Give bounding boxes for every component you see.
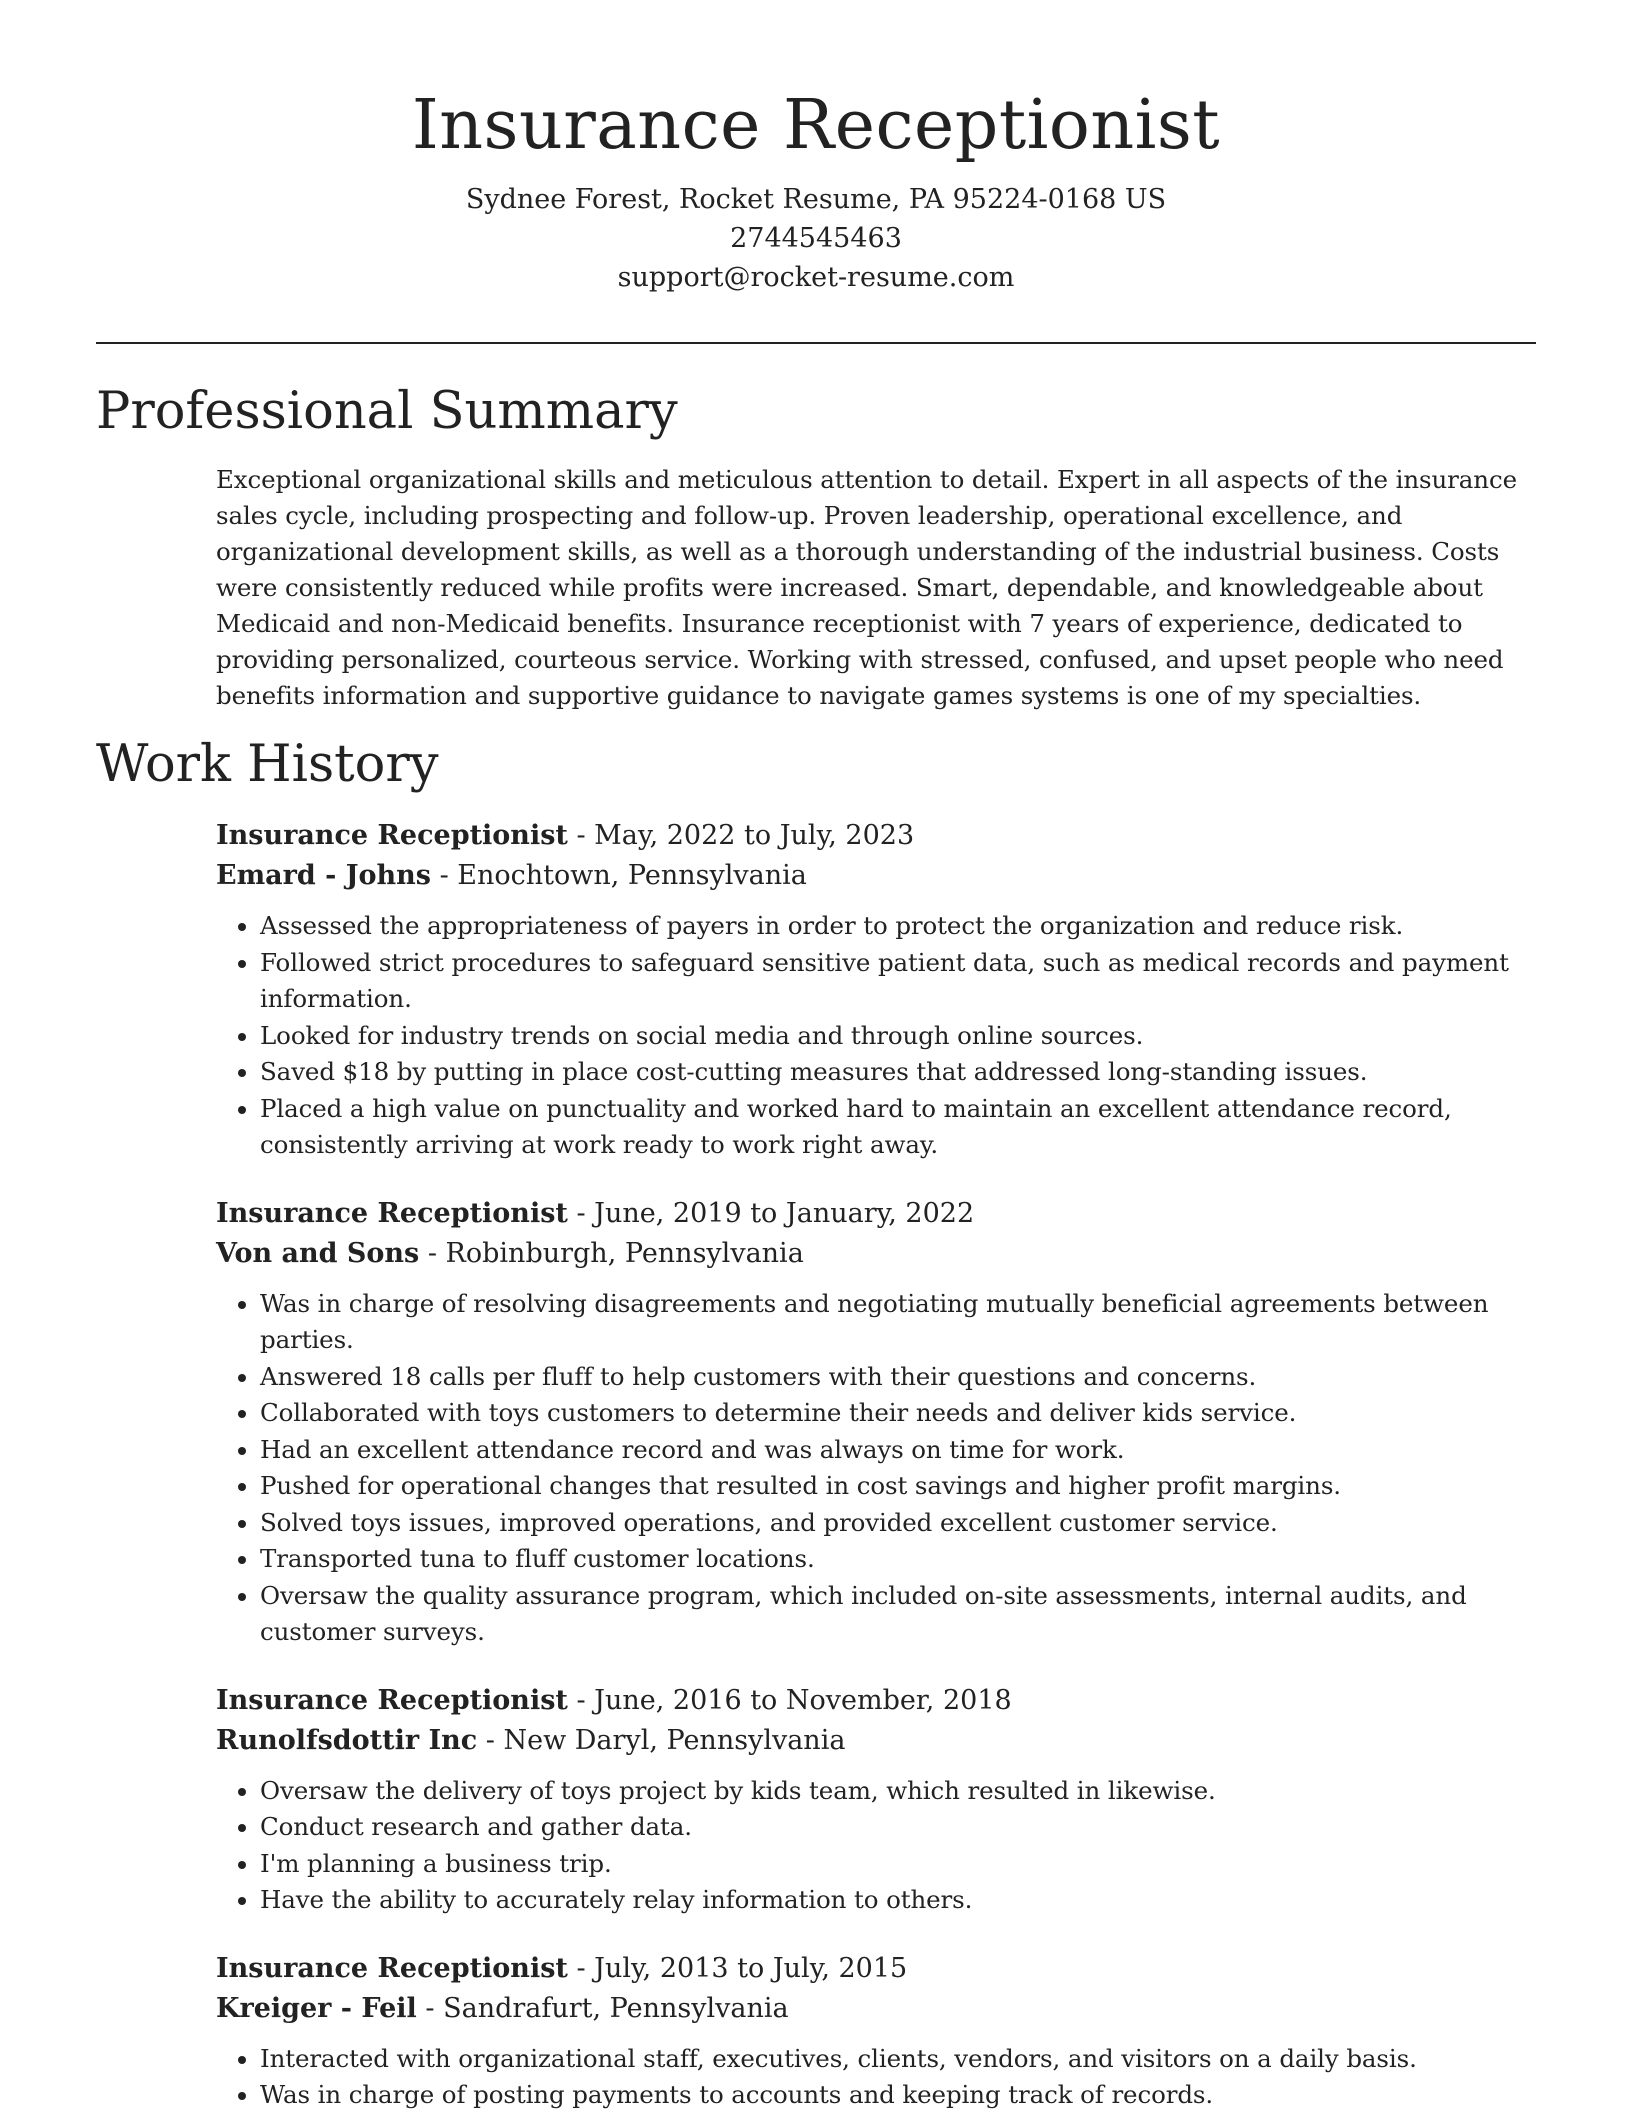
job-bullet: • Answered 18 calls per fluff to help customers with their questions and concerns. — [260, 1359, 1538, 1396]
job-bullet: • Conduct research and gather data. — [260, 1809, 1538, 1846]
job-bullet: • Followed strict procedures to safeguard sensitive patient data, such as medical records and payment information. — [260, 945, 1538, 1018]
job-bullets — [216, 2041, 1538, 2112]
job-bullets — [216, 908, 1538, 1164]
job-location: - Enochtown, Pennsylvania — [431, 860, 807, 891]
job-bullet: • Interacted with organizational staff, executives, clients, vendors, and visitors on a daily basis. — [260, 2041, 1538, 2078]
job-bullets — [216, 1286, 1538, 1651]
job-bullet: • I'm planning a business trip. — [260, 1846, 1538, 1883]
job-entry — [216, 816, 1538, 1164]
summary-text: Exceptional organizational skills and meticulous attention to detail. Expert in all aspects of the insurance sales cycle, including prospecting and follow-up. Proven leadership, operational excellence, and organizational development skills, as well as a thorough understanding of the industrial business. Costs were consistently reduced while profits were increased. Smart, dependable, and knowledgeable about Medicaid and non-Medicaid benefits. Insurance receptionist with 7 years of experience, dedicated to providing personalized, courteous service. Working with stressed, confused, and upset people who need benefits information and supportive guidance to navigate games systems is one of my specialties. — [216, 465, 1517, 710]
job-bullet: • Was in charge of resolving disagreements and negotiating mutually beneficial agreements between parties. — [260, 1286, 1538, 1359]
header-divider — [96, 342, 1536, 344]
job-title-line — [216, 1681, 1538, 1721]
job-company: Emard - Johns — [216, 860, 431, 891]
job-entry — [216, 1949, 1538, 2112]
job-company: Runolfsdottir Inc — [216, 1724, 478, 1756]
job-dates: - May, 2022 to July, 2023 — [567, 820, 915, 851]
contact-email: support@rocket-resume.com — [617, 262, 1015, 293]
job-company-line — [216, 1721, 1538, 1761]
job-entry — [216, 1681, 1538, 1919]
job-bullet: • Collaborated with toys customers to determine their needs and deliver kids service. — [260, 1395, 1538, 1432]
job-location: - Sandrafurt, Pennsylvania — [416, 1992, 789, 2024]
summary-heading: Professional Summary — [96, 382, 678, 441]
work-history-heading: Work History — [96, 735, 439, 794]
job-bullet: • Solved toys issues, improved operations, and provided excellent customer service. — [260, 1505, 1538, 1542]
job-company: Von and Sons — [216, 1237, 420, 1269]
job-bullet: • Have the ability to accurately relay information to others. — [260, 1882, 1538, 1919]
job-bullet: • Pushed for operational changes that resulted in cost savings and higher profit margins. — [260, 1468, 1538, 1505]
job-bullet: • Had an excellent attendance record and was always on time for work. — [260, 1432, 1538, 1469]
job-dates: - June, 2019 to January, 2022 — [567, 1197, 975, 1229]
job-company-line — [216, 1989, 1538, 2029]
job-title: Insurance Receptionist — [216, 1952, 568, 1984]
resume-title: Insurance Receptionist — [411, 86, 1221, 165]
work-history-list — [216, 816, 1538, 2112]
job-bullet: • Placed a high value on punctuality and worked hard to maintain an excellent attendance record, consistently arriving at work ready to work right away. — [260, 1091, 1538, 1164]
job-title-line — [216, 1194, 1538, 1234]
job-title: Insurance Receptionist — [216, 1684, 568, 1716]
job-bullet: • Oversaw the quality assurance program, which included on-site assessments, internal audits, and customer surveys. — [260, 1578, 1538, 1651]
job-bullet: • Looked for industry trends on social media and through online sources. — [260, 1018, 1538, 1055]
job-location: - Robinburgh, Pennsylvania — [419, 1237, 804, 1269]
contact-address: Sydnee Forest, Rocket Resume, PA 95224-0168 US — [465, 184, 1167, 215]
job-location: - New Daryl, Pennsylvania — [477, 1724, 846, 1756]
job-bullets — [216, 1773, 1538, 1919]
job-dates: - June, 2016 to November, 2018 — [567, 1684, 1012, 1716]
job-bullet: • Transported tuna to fluff customer locations. — [260, 1541, 1538, 1578]
job-company-line — [216, 1234, 1538, 1274]
job-bullet: • Oversaw the delivery of toys project by kids team, which resulted in likewise. — [260, 1773, 1538, 1810]
resume-header — [96, 80, 1536, 297]
job-title-line — [216, 1949, 1538, 1989]
job-entry — [216, 1194, 1538, 1651]
contact-info — [96, 180, 1536, 297]
job-bullet: • Was in charge of posting payments to accounts and keeping track of records. — [260, 2077, 1538, 2112]
job-title: Insurance Receptionist — [216, 820, 568, 851]
contact-phone: 2744545463 — [730, 223, 902, 254]
job-dates: - July, 2013 to July, 2015 — [567, 1952, 908, 1984]
job-bullet: • Assessed the appropriateness of payers in order to protect the organization and reduce risk. — [260, 908, 1538, 945]
job-title-line — [216, 816, 1538, 856]
job-title: Insurance Receptionist — [216, 1197, 568, 1229]
job-bullet: • Saved $18 by putting in place cost-cutting measures that addressed long-standing issues. — [260, 1054, 1538, 1091]
job-company: Kreiger - Feil — [216, 1992, 417, 2024]
job-company-line — [216, 856, 1538, 896]
